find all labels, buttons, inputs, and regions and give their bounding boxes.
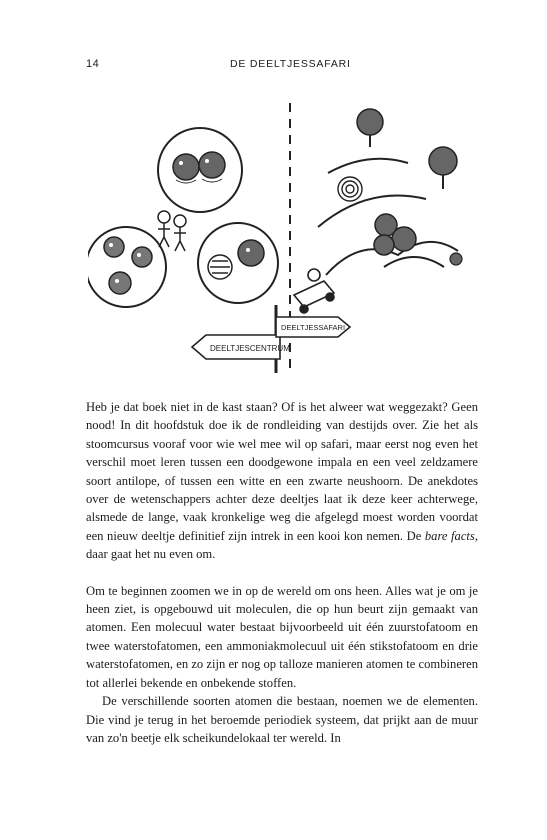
paragraph-3: De verschillende soorten atomen die bestaan, noemen we de elementen. Die vind je terug in het beroemde periodiek systeem, dat prijkt aan de muur van zo'n beetje elk scheikundelokaal ter wereld. In bbox=[86, 694, 478, 745]
paragraph-1-text: Heb je dat boek niet in de kast staan? Of is het alweer wat weggezakt? Geen nood! In dit hoofdstuk doe ik de rondleiding van destijds over. Zie het als stoomcursus vooraf voor wie wel mee wil op safari, maar eerst nog even het verschil moet leren tussen een doodgewone impala en een veel zeldzamere soort antilope, of tussen een witte en een zwarte neushoorn. De anekdotes over de wetenschappers achter deze deeltjes laat ik deze keer achterwege, alsmede de lange, vaak kronkelige weg die afgelegd moest worden voordat een nieuw deeltje definitief zijn intrek in een kooi kon nemen. De bbox=[86, 400, 478, 543]
body-text bbox=[86, 398, 478, 747]
sign-right-text: DEELTJESSAFARI bbox=[281, 323, 346, 332]
cage-left bbox=[88, 227, 166, 307]
sign-left-text: DEELTJESCENTRUM bbox=[210, 344, 290, 353]
trees bbox=[357, 109, 457, 189]
particle-trio-left bbox=[104, 237, 152, 294]
paragraph-1-end: , daar gaat het nu even om. bbox=[86, 528, 478, 562]
paragraph-2: Om te beginnen zoomen we in op de wereld om ons heen. Alles wat je om je heen ziet, is opgebouwd uit moleculen, die op hun beurt zijn gemaakt van atomen. Een molecuul water bestaat bijvoorbeeld uit één zuurstofatoom en twee waterstofatomen, een ammoniakmolecuul uit één stikstofatoom en drie waterstofatomen, en zo zijn er nog op talloze manieren atomen te combineren tot allerlei bekende en onbekende stoffen. bbox=[86, 583, 478, 690]
signpost-left-arrow bbox=[192, 335, 290, 359]
safari-jeep bbox=[294, 269, 334, 313]
paragraph-1 bbox=[86, 398, 478, 564]
paragraph-1-italic: bare facts bbox=[424, 528, 475, 543]
particle-pair-right bbox=[208, 240, 264, 279]
particle-pair-top bbox=[173, 152, 225, 183]
signpost-right-arrow bbox=[276, 317, 350, 337]
safari-illustration bbox=[88, 95, 478, 375]
page-number: 14 bbox=[86, 58, 100, 70]
running-head: DE DEELTJESSAFARI bbox=[230, 58, 351, 70]
spiral-particle bbox=[338, 177, 362, 201]
visitors bbox=[158, 211, 186, 251]
